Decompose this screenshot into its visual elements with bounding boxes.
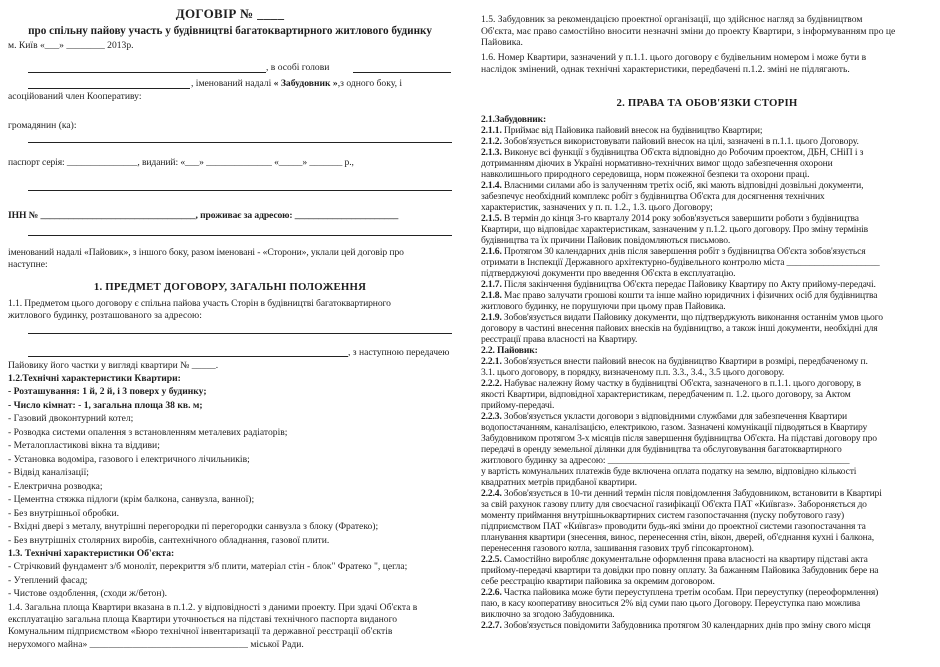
developer-pre: , іменований надалі [191,78,272,89]
citizen-label: громадянин (ка): [8,120,77,131]
section-2-line: забезпечує необхідний комплекс робіт з будівництва Об'єкта для досягнення технічних [481,191,825,202]
section-2-line: планування квартири (знесення, винос, перенесення стін, вікон, дверей, об'єднання кухні і балкона, [481,532,874,543]
section-2-line: 2.1.5. В термін до кінця 3-го кварталу 2014 року зобов'язується завершити роботи з будівництва [481,213,859,224]
clause-number: 2.1.6. [481,246,502,257]
clause-1-1-b: житлового будинку, розташованого за адресою: [8,310,202,321]
clause-number: 2.2.5. [481,554,502,565]
clause-1-4-line: 1.4. Загальна площа Квартири вказана в п.1.2. у відповідності з даними проекту. При здачі Об'єкта в [8,602,418,613]
clause-number: 2.2.6. [481,587,502,598]
section-2-line: отримати в Інспекції Державного архітектурно-будівельного контролю міста ____________________ [481,257,880,268]
clause-number: 2.2.7. [481,620,502,631]
passport-blank-2 [28,190,452,191]
section-2-line: навколишнього природного середовища, норм пожежної безпеки та охорони праці. [481,169,810,180]
section-2-line: прийому-передачі квартири та довідки про повну оплату. За бажанням Пайовика Забудовник бере на [481,565,879,576]
apartment-characteristic-item: - Установка водоміра, газового і електричного лічильників; [8,453,250,465]
clause-1-5-line: 1.5. Забудовник за рекомендацією проектної організації, що здійснює нагляд за будівництвом [481,14,863,25]
section-2-line: 2.1.4. Власними силами або із залученням третіх осіб, які мають відповідні дозвільні документи, [481,180,864,191]
head-name-blank [353,72,451,73]
section-2-line: квадратних метрів придбаної квартири. [481,477,637,488]
clause-1-5-line: Об'єкта, має право самостійно вносити незначні зміни до проекту Квартири, з інформуванням про це [481,25,896,37]
clause-number: 2.1.5. [481,213,502,224]
clause-number: 2.2.2. [481,378,502,389]
apartment-characteristic-item: - Розташування: 1 й, 2 й, і 3 поверх у будинку; [8,386,207,397]
inn-line: ІНН № _________________________________, проживає за адресою: ______________________ [8,210,399,221]
clause-1-6-line: 1.6. Номер Квартири, зазначений у п.1.1. цього договору є будівельним номером і може бути в [481,52,867,63]
member-line: асоційований член Кооперативу: [8,91,142,102]
citizen-name-blank [28,142,452,143]
section-2-line: реєстрації права власності на Квартиру. [481,334,638,345]
section-2-line: 2.1.8. Має право залучати грошові кошти та інше майно юридичних і фізичних осіб для будівництва [481,290,878,301]
section-1-title: 1. ПРЕДМЕТ ДОГОВОРУ, ЗАГАЛЬНІ ПОЛОЖЕННЯ [93,281,367,293]
clause-number: 2.2.3. [481,411,502,422]
section-2-line: житлового будинку за адресою: ____________________________________________________ [481,455,850,466]
apartment-characteristic-item: - Вхідні двері з металу, внутрішні перегородки пі перегородки санвузла з блоку (Фратеко); [8,521,379,532]
section-2-line: 2.1.3. Виконує всі функції з будівництва Об'єкта відповідно до Робочим проектом, ДБН, СНіП і з [481,147,864,158]
clause-1-4-line: експлуатацію загальна площа Квартири уточнюється на підставі технічного паспорта виданого [8,614,398,626]
section-2-line: Забудовником протягом 3-х місяців після завершення будівництва Об'єкта. На підставі договору про [481,433,877,444]
section-2-line: договору в частині внесення пайових внесків на будівництво, а також інші документи, необхідні для [481,323,878,334]
object-address-blank [28,333,452,334]
clause-number: 2.1.4. [481,180,502,191]
clause-number: 2.1.3. [481,147,502,158]
section-2-line: перенесення газового котла, зашивання газових труб гіпсокартоном). [481,543,754,554]
clause-1-1-a: 1.1. Предметом цього договору є спільна пайова участь Сторін в будівництві багатоквартирного [8,298,391,309]
section-2-line: характеристик, зазначених у п. п. 1.2., 1.3. цього Договору; [481,202,713,213]
apartment-characteristic-item: - Цементна стяжка підлоги (крім балкона, санвузла, ванної); [8,494,255,505]
section-2-line: виключно за згодою Забудовника. [481,609,615,620]
passport-line: паспорт серія: _______________, виданий: «___» ______________ «_____» _______ р., [8,157,354,168]
clause-number: 2.1.2. [481,136,502,147]
section-2-line: 2.2.2. Набуває належну йому частку в будівництві Об'єкта, зазначеного в п.1.1. цього договору, в [481,378,861,389]
section-2-line: 2.1.2. Зобов'язується використовувати пайовий внесок на цілі, зазначені в п.1.1. цього Договору. [481,136,859,147]
section-2-line: 2.1.7. Після закінчення будівництва Об'єкта передає Пайовику Квартиру по Акту прийому-передачі. [481,279,876,290]
clause-number: 2.1.8. [481,290,502,301]
named-line-1: іменований надалі «Пайовик», з іншого боку, разом іменовані - «Сторони», уклали цей договір про [8,247,404,258]
apartment-characteristic-item: - Газовий двоконтурний котел; [8,413,134,424]
developer-label: « Забудовник » [273,78,338,89]
section-2-line: паю, в касу кооперативу вноситься 2% від суми паю цього Договору. Переуступка паю можлива [481,598,861,609]
section-2-line: підприємством ПАТ «Київгаз» проводити будь-які зміни до проектної системи газопостачання та [481,521,866,532]
clause-number: 2.2.4. [481,488,502,499]
clause-1-5-line: Пайовика. [481,37,523,49]
clause-1-2-title: 1.2.Технічні характеристики Квартири: [8,373,181,384]
right-column [481,0,933,667]
section-2-line: 2.1.9. Зобов'язується видати Пайовику документи, що підтверджують виконання останнім умов цього [481,312,883,323]
contract-subtitle: про спільну пайову участь у будівництві багатоквартирного житлового будинку [28,25,432,37]
section-2-line: 2.2. Пайовик: [481,345,538,356]
share-line: Пайовику його частки у вигляді квартири № _____. [8,360,219,371]
object-characteristic-item: - Стрічковий фундамент з/б моноліт, перекриття з/б плити, матеріал стін - блок" Фратеко ", цегла; [8,561,408,572]
apartment-characteristic-item: - Без внутрішньої обробки. [8,507,120,519]
section-2-line: 2.1.6. Протягом 30 календарних днів після завершення робіт з будівництва Об'єкта зобов'язується [481,246,866,257]
section-2-line: житлового будинку, не порушуючи при цьому прав Пайовика. [481,301,726,312]
clause-number: 2.1.7. [481,279,502,290]
person-suffix: , в особі голови [266,62,330,73]
apartment-characteristic-item: - Відвід каналізації; [8,467,89,478]
section-2-line: 2.2.4. Зобов'язується в 10-ти денний термін після повідомлення Забудовником, встановити в Квартирі [481,488,882,499]
section-2-line: Квартири, що відповідає характеристикам, зазначеним у п.1.2. цього договору. Про зміну термінів [481,224,869,235]
city-date-line: м. Київ «___» ________ 2013р. [8,40,134,51]
section-2-line: 2.2.3. Зобов'язується укласти договори з відповідними службами для забезпечення Квартири [481,411,847,422]
section-2-line: 2.2.1. Зобов'язується внести пайовий внесок на будівництво Квартири в розмірі, передбаченому п. [481,356,868,367]
section-2-line: себе реєстрацію квартири пайовика за окремим договором. [481,576,715,587]
section-2-line: якості Квартири, відповідної характеристикам, передбаченим п. 1.2. цього договору, за Актом [481,389,851,400]
apartment-characteristic-item: - Без внутрішніх столярних виробів, сантехнічного обладнання, газової плити. [8,534,330,546]
section-2-line: 2.2.7. Зобов'язується повідомити Забудовника протягом 30 календарних днів про зміну свого місця [481,620,871,631]
section-2-line: 2.1.Забудовник: [481,114,546,125]
left-column [8,0,452,667]
clause-number: 2.1.9. [481,312,502,323]
object-characteristic-item: - Утеплений фасад; [8,574,88,586]
section-2-line: у вартість комунальних платежів буде включена оплата податку на землю, відповідно кількості [481,466,857,477]
section-2-line: моменту приймання внутрішньоквартирних систем газопостачання (пуску побутового газу) [481,510,845,521]
section-2-line: прийому-передачі. [481,400,555,411]
object-address-blank-2 [28,356,348,357]
clause-number: 2.1.1. [481,125,502,136]
object-characteristic-item: - Чистове оздоблення, (сходи ж/бетон). [8,588,168,599]
section-2-line: водопостачанням, каналізацією, електрикою, газом. Зазначені комунікації підводяться в Квартиру [481,422,868,433]
clause-1-6-line: наслідок змінений, однак технічні характеристики, передбачені п.1.2. зміні не підлягають. [481,63,850,75]
address-blank [28,235,452,236]
section-2-line: дотриманням діючих в Україні нормативно-технічних вимог щодо забезпечення охорони [481,158,833,169]
section-2-line: 3.1. цього договору, в порядку, визначеному п.п. 3.3., 3.4., 3.5 цього договору. [481,367,785,378]
clause-1-4-line: нерухомого майна» _________________________________ міської Ради. [8,638,304,650]
contract-title: ДОГОВІР № ____ [175,8,285,20]
section-2-line: за свій рахунок газову плиту для своєчасної газифікації Об'єкта ПАТ «Київгаз». Забороняється до [481,499,867,510]
apartment-characteristic-item: - Металопластикові вікна та віддиви; [8,440,160,451]
developer-blank-2 [28,88,190,89]
section-2-line: 2.2.6. Частка пайовика може бути переуступлена третім особам. При переуступку (переоформлення) [481,587,879,598]
developer-post: ,з одного боку, і [337,78,403,89]
section-2-line: передачі в оренду земельної ділянки для будівництва та обслуговування багатоквартирного [481,444,842,455]
clause-number: 2.2.1. [481,356,502,367]
developer-line [191,78,452,90]
named-line-2: наступне: [8,259,48,270]
section-2-line: 2.2.5. Самостійно виробляє документальне оформлення права власності на квартиру підставі акта [481,554,868,565]
section-2-line: будівництва та їх причини Пайовик повідомляються письмово. [481,235,731,246]
clause-1-4-line: Комунальним підприємством «Бюро технічної інвентаризації та державної реєстрації об'єктів [8,626,393,638]
clause-1-3-title: 1.3. Технічні характеристики Об'єкта: [8,548,175,559]
section-2-line: підтверджуючі документи про введення Об'єкта в експлуатацію. [481,268,736,279]
apartment-characteristic-item: - Число кімнат: - 1, загальна площа 38 кв. м; [8,399,203,411]
transfer-suffix: , з наступною передачею [348,347,450,358]
apartment-characteristic-item: - Розводка системи опалення з встановленням металевих радіаторів; [8,426,288,438]
section-2-line: 2.1.1. Приймає від Пайовика пайовий внесок на будівництво Квартири; [481,125,763,136]
developer-name-blank [28,72,266,73]
apartment-characteristic-item: - Електрична розводка; [8,480,103,492]
section-2-title: 2. ПРАВА ТА ОБОВ'ЯЗКИ СТОРІН [616,97,798,109]
